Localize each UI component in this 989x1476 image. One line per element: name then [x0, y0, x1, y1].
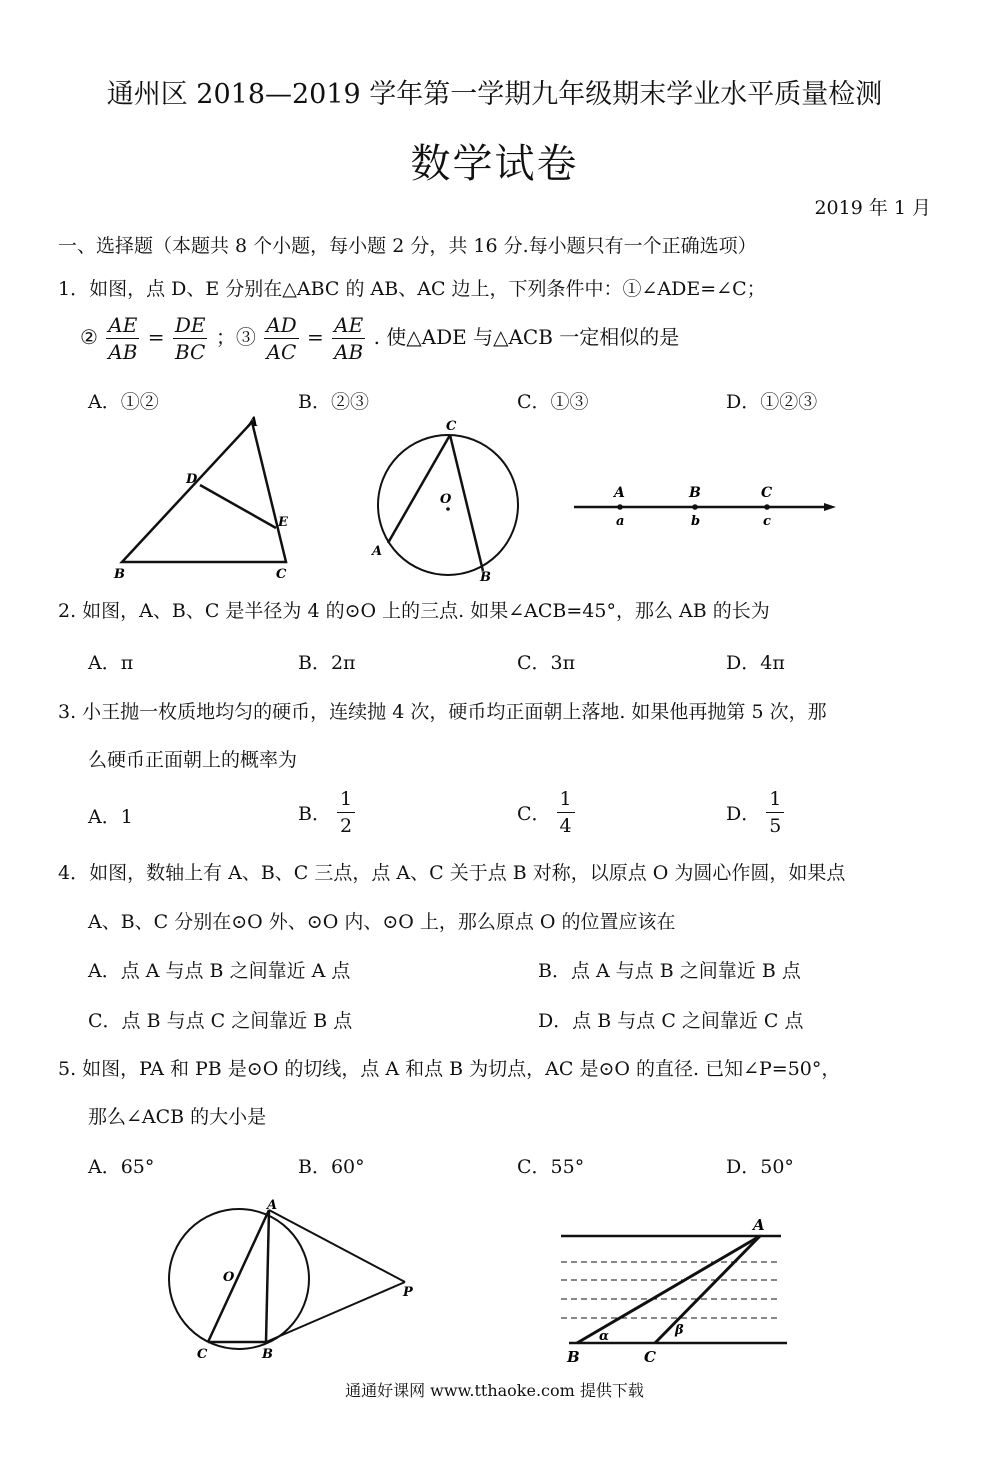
- q1-option-d[interactable]: D．①②③: [726, 391, 818, 413]
- figure-parallel-lines: [555, 1210, 795, 1370]
- q1-fraction-1: $\frac{AE}{AB}$: [108, 313, 138, 364]
- q3-option-c[interactable]: C． $\frac{1}{4}$: [517, 786, 575, 839]
- fig3-label-a-lower: a: [616, 514, 625, 529]
- q4-line2: A、B、C 分别在⊙O 外、⊙O 内、⊙O 上，那么原点 O 的位置应该在: [88, 911, 676, 933]
- fig2-label-o: O: [440, 492, 452, 507]
- figure-number-line: [570, 478, 840, 533]
- fig3-label-b: B: [689, 485, 701, 501]
- q2-option-a[interactable]: A．π: [88, 652, 134, 674]
- q1-circle-2: ②: [80, 325, 98, 349]
- figure-circle-o: [360, 415, 535, 587]
- q4-option-b[interactable]: B．点 A 与点 B 之间靠近 B 点: [538, 960, 801, 982]
- fig5-label-a: A: [753, 1216, 765, 1234]
- fig5-label-alpha: α: [599, 1329, 610, 1344]
- q4-option-d[interactable]: D．点 B 与点 C 之间靠近 C 点: [538, 1010, 804, 1032]
- exam-date: 2019 年 1 月: [814, 197, 931, 219]
- fig4-label-o: O: [223, 1270, 235, 1285]
- fig1-label-d: D: [186, 472, 198, 487]
- fig2-label-c: C: [446, 419, 457, 434]
- q2-option-b[interactable]: B．2π: [298, 652, 356, 674]
- q1-equals-1: =: [147, 325, 165, 349]
- q1-fraction-2: $\frac{DE}{BC}$: [174, 313, 206, 364]
- q3-option-d[interactable]: D． $\frac{1}{5}$: [726, 786, 784, 839]
- fig4-label-p: P: [403, 1285, 413, 1300]
- q3-option-b-fraction: $\frac{1}{2}$: [337, 786, 355, 839]
- q1-equals-2: =: [307, 325, 324, 349]
- fig5-label-beta: β: [675, 1323, 684, 1338]
- q4-line1: 4．如图，数轴上有 A、B、C 三点，点 A、C 关于点 B 对称，以原点 O 为圆心作圆，如果点: [58, 862, 846, 884]
- fig2-center-dot: [446, 507, 450, 511]
- q2-text: 2. 如图，A、B、C 是半径为 4 的⊙O 上的三点. 如果∠ACB=45°，那么 AB 的长为: [58, 600, 770, 622]
- q3-option-b[interactable]: B． $\frac{1}{2}$: [298, 786, 355, 839]
- q5-option-c[interactable]: C．55°: [517, 1156, 585, 1178]
- section-heading: 一、选择题（本题共 8 个小题，每小题 2 分，共 16 分.每小题只有一个正确选项）: [58, 235, 757, 257]
- fig3-label-c-lower: c: [763, 514, 771, 529]
- exam-title: 通州区 2018—2019 学年第一学期九年级期末学业水平质量检测: [106, 79, 883, 110]
- q1-separator: ；③: [215, 325, 256, 349]
- fig2-label-b: B: [480, 570, 491, 585]
- q3-line1: 3. 小王抛一枚质地均匀的硬币，连续抛 4 次，硬币均正面朝上落地. 如果他再抛第 5 次，那: [58, 701, 827, 723]
- fig1-label-b: B: [114, 567, 125, 582]
- q5-option-d[interactable]: D．50°: [726, 1156, 794, 1178]
- fig5-label-c: C: [644, 1348, 656, 1366]
- q5-line1: 5. 如图，PA 和 PB 是⊙O 的切线，点 A 和点 B 为切点，AC 是⊙O 的直径. 已知∠P=50°，: [58, 1058, 841, 1080]
- q1-tail: . 使△ADE 与△ACB 一定相似的是: [373, 325, 680, 349]
- q2-option-d[interactable]: D．4π: [726, 652, 785, 674]
- q5-line2: 那么∠ACB 的大小是: [88, 1106, 267, 1128]
- figure-tangents: [155, 1196, 425, 1366]
- q5-option-b[interactable]: B．60°: [298, 1156, 365, 1178]
- q1-option-c[interactable]: C．①③: [517, 391, 589, 413]
- fig1-label-c: C: [276, 567, 287, 582]
- footer-source: 通通好课网 www.tthaoke.com 提供下载: [345, 1381, 644, 1400]
- q3-option-a[interactable]: A．1: [88, 806, 133, 828]
- q1-fraction-4: $\frac{AE}{AB}$: [334, 313, 364, 364]
- q3-option-d-fraction: $\frac{1}{5}$: [766, 786, 784, 839]
- fig4-label-c: C: [197, 1347, 208, 1362]
- q1-line2: [80, 312, 679, 365]
- q3-line2: 么硬币正面朝上的概率为: [88, 749, 298, 771]
- fig5-label-b: B: [567, 1348, 580, 1366]
- figure-triangle-abc: [100, 410, 310, 585]
- fig3-label-a: A: [614, 485, 625, 501]
- fig1-label-e: E: [278, 515, 288, 530]
- q1-option-b[interactable]: B．②③: [298, 391, 369, 413]
- fig2-label-a: A: [372, 544, 383, 559]
- q2-option-c[interactable]: C．3π: [517, 652, 576, 674]
- q1-fraction-3: $\frac{AD}{AC}$: [266, 313, 297, 364]
- q1-line1: 1．如图，点 D、E 分别在△ABC 的 AB、AC 边上，下列条件中：①∠ADE=∠C；: [58, 278, 766, 300]
- fig4-label-b: B: [262, 1347, 273, 1362]
- q1-option-a[interactable]: A．①②: [88, 391, 159, 413]
- q4-option-c[interactable]: C．点 B 与点 C 之间靠近 B 点: [88, 1010, 353, 1032]
- exam-subtitle: 数学试卷: [410, 141, 579, 187]
- fig3-label-b-lower: b: [691, 514, 701, 529]
- fig1-label-a: A: [248, 415, 259, 430]
- q4-option-a[interactable]: A．点 A 与点 B 之间靠近 A 点: [88, 960, 351, 982]
- fig3-label-c: C: [761, 485, 773, 501]
- q5-option-a[interactable]: A．65°: [88, 1156, 155, 1178]
- fig4-label-a: A: [267, 1198, 278, 1213]
- q3-option-c-fraction: $\frac{1}{4}$: [557, 786, 575, 839]
